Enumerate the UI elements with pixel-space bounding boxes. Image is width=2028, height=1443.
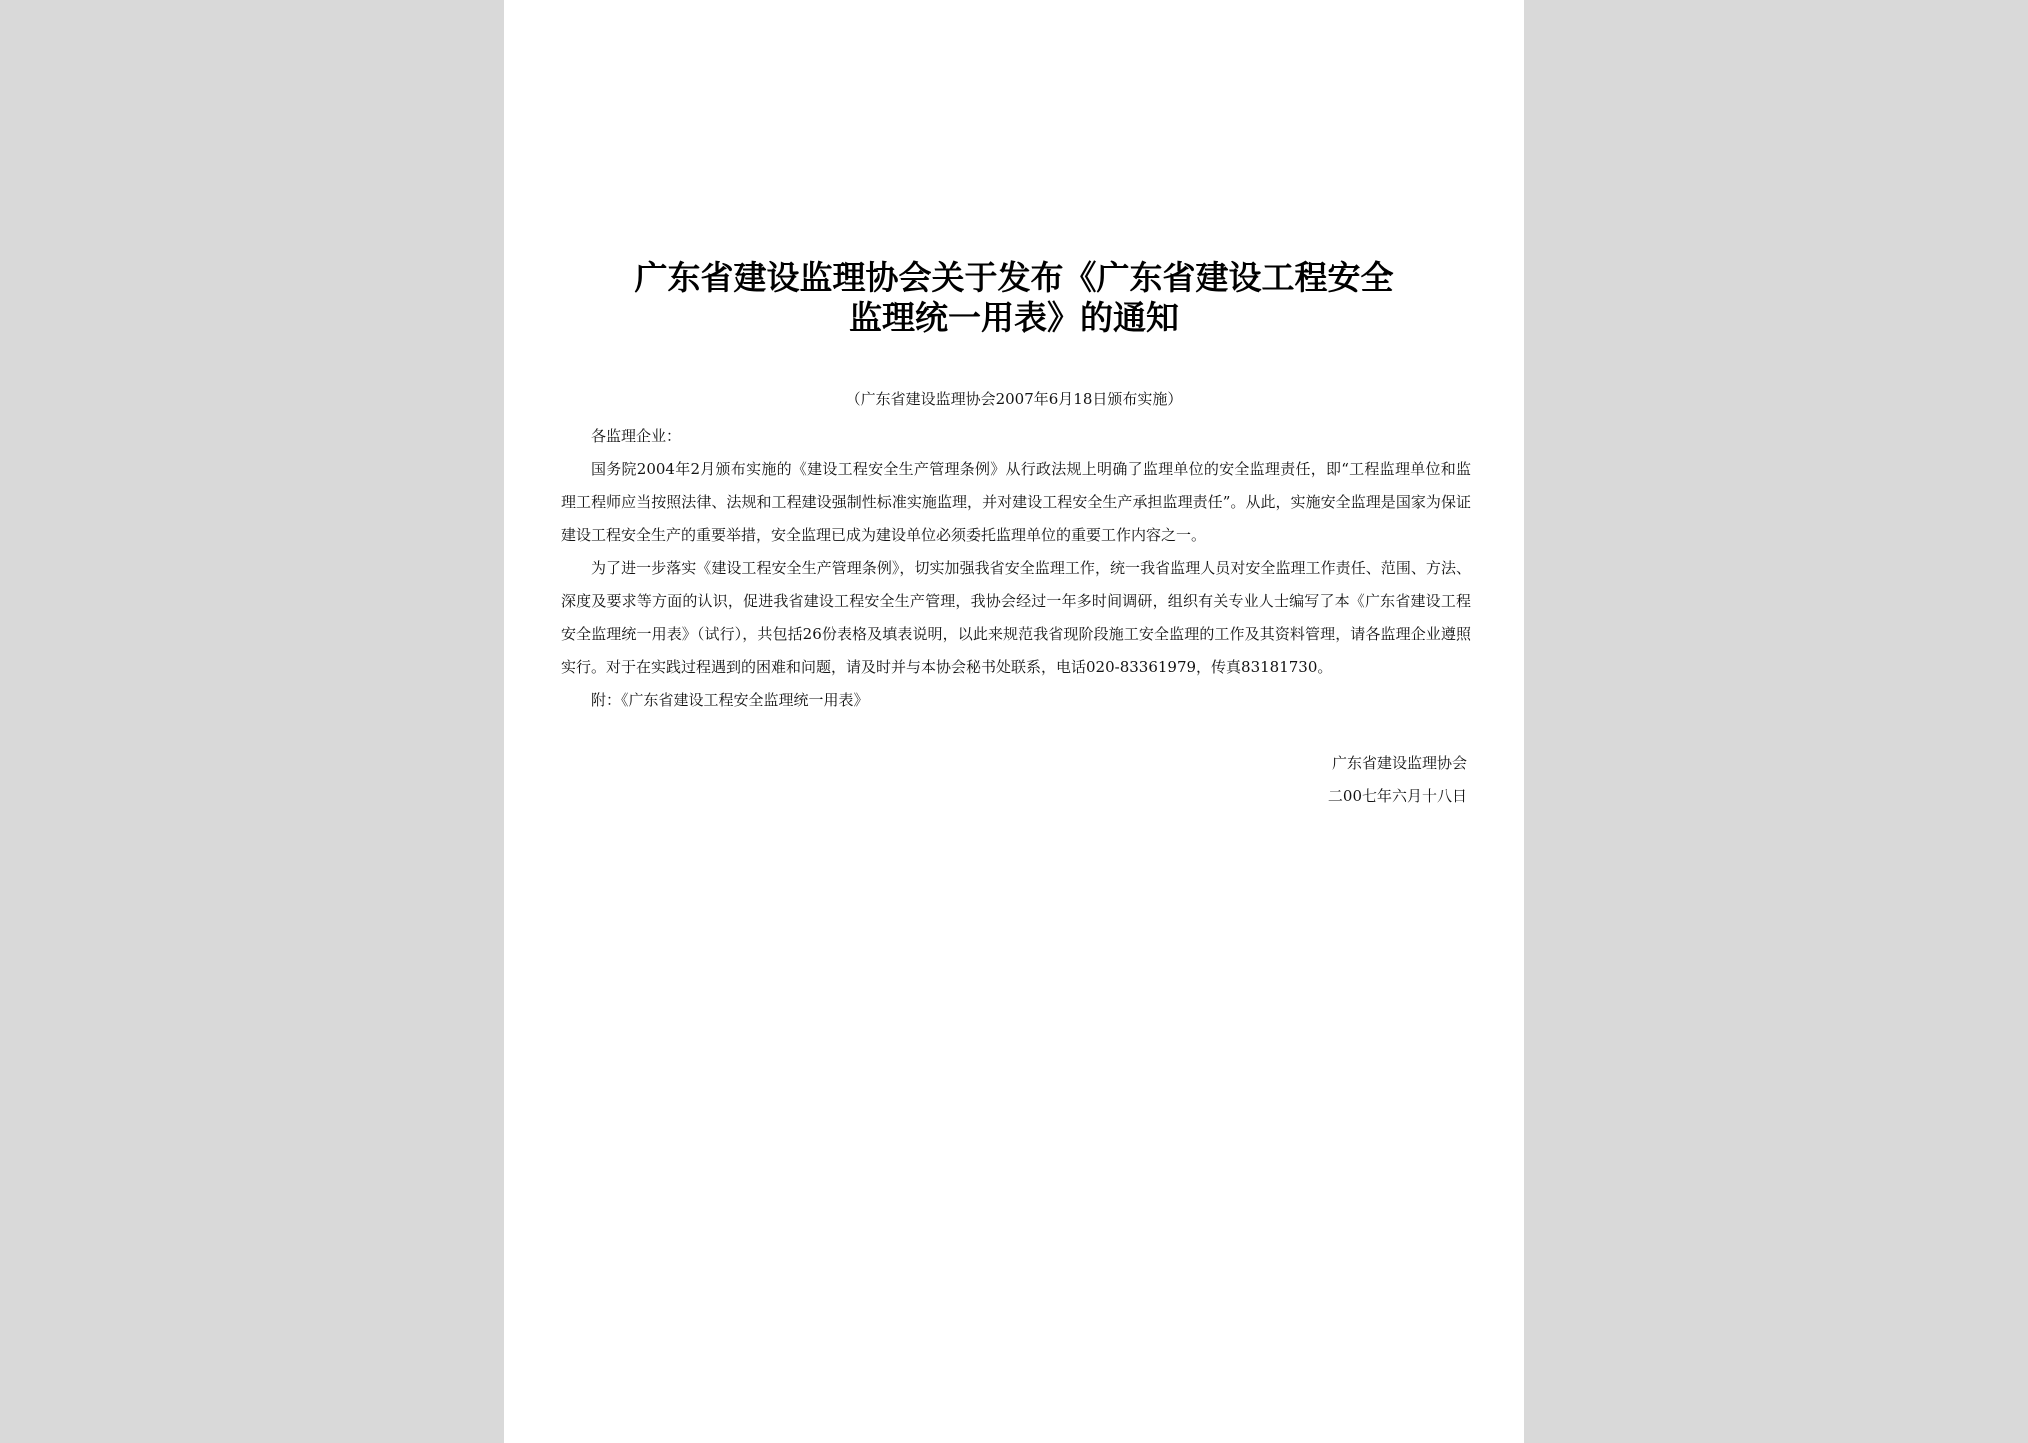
signature-block [1328, 747, 1467, 813]
issue-note: （广东省建设监理协会2007年6月18日颁布实施） [845, 390, 1183, 408]
salutation: 各监理企业： [591, 427, 682, 445]
title-line-1: 广东省建设监理协会关于发布《广东省建设工程安全 [634, 258, 1394, 297]
signature-date: 二00七年六月十八日 [1327, 787, 1467, 805]
document-body [561, 420, 1471, 717]
attachment-line: 附：《广东省建设工程安全监理统一用表》 [591, 691, 869, 709]
title-line-2: 监理统一用表》的通知 [849, 298, 1179, 337]
body-paragraph-2: 为了进一步落实《建设工程安全生产管理条例》，切实加强我省安全监理工作，统一我省监理人员对安全监理工作责任、范围、方法、深度及要求等方面的认识，促进我省建设工程安全生产管理，我协会经过一年多时间调研，组织有关专业人士编写了本《广东省建设工程安全监理统一用表》（试行），共包括26份表格及填表说明，以此来规范我省现阶段施工安全监理的工作及其资料管理，请各监理企业遵照实行。对于在实践过程遇到的困难和问题，请及时并与本协会秘书处联系，电话020-83361979，传真83181730。 [561, 559, 1471, 676]
document-page [504, 0, 1524, 1443]
body-paragraph-1: 国务院2004年2月颁布实施的《建设工程安全生产管理条例》从行政法规上明确了监理单位的安全监理责任，即“工程监理单位和监理工程师应当按照法律、法规和工程建设强制性标准实施监理，并对建设工程安全生产承担监理责任”。从此，实施安全监理是国家为保证建设工程安全生产的重要举措，安全监理已成为建设单位必须委托监理单位的重要工作内容之一。 [561, 460, 1471, 544]
document-title [504, 258, 1524, 338]
signature-organization: 广东省建设监理协会 [1331, 754, 1467, 772]
